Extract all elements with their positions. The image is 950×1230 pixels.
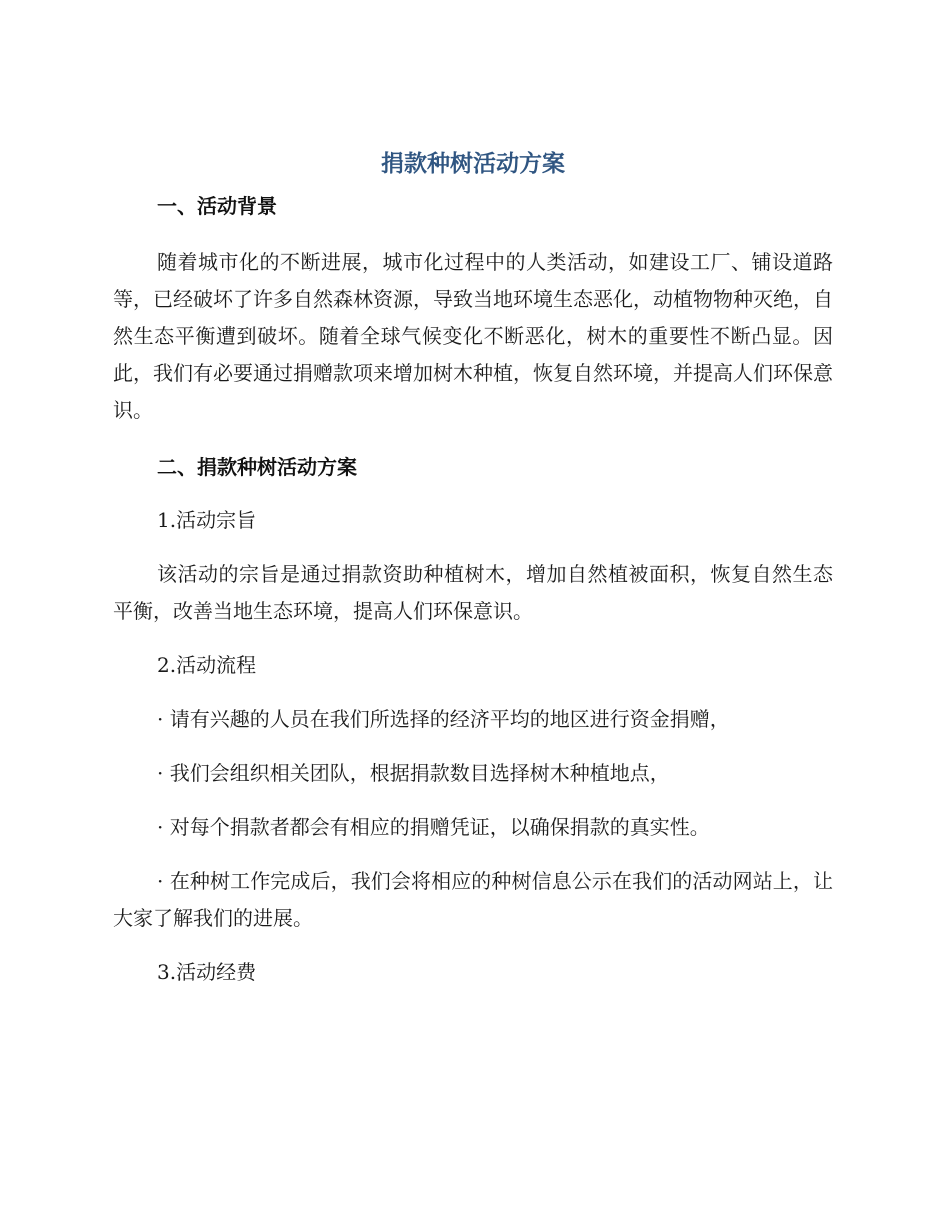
purpose-paragraph: 该活动的宗旨是通过捐款资助种植树木，增加自然植被面积，恢复自然生态平衡，改善当地生态环境，提高人们环保意识。 xyxy=(113,562,833,623)
budget-subheading: 3.活动经费 xyxy=(157,960,257,984)
document-title: 捐款种树活动方案 xyxy=(381,151,565,177)
document-body xyxy=(113,140,833,991)
process-item: · 请有兴趣的人员在我们所选择的经济平均的地区进行资金捐赠， xyxy=(157,707,730,731)
background-paragraph: 随着城市化的不断进展，城市化过程中的人类活动，如建设工厂、铺设道路等，已经破坏了许多自然森林资源，导致当地环境生态恶化，动植物物种灭绝，自然生态平衡遭到破坏。随着全球气候变化不断恶化，树木的重要性不断凸显。因此，我们有必要通过捐赠款项来增加树木种植，恢复自然环境，并提高人们环保意识。 xyxy=(113,250,833,422)
purpose-subheading: 1.活动宗旨 xyxy=(157,508,257,532)
process-item: · 我们会组织相关团队，根据捐款数目选择树木种植地点， xyxy=(157,761,670,785)
section-heading-plan: 二、捐款种树活动方案 xyxy=(157,455,357,479)
process-item: · 对每个捐款者都会有相应的捐赠凭证，以确保捐款的真实性。 xyxy=(157,815,710,839)
process-item: · 在种树工作完成后，我们会将相应的种树信息公示在我们的活动网站上，让大家了解我们的进展。 xyxy=(113,869,833,930)
process-subheading: 2.活动流程 xyxy=(157,653,257,677)
section-heading-background: 一、活动背景 xyxy=(157,194,277,218)
